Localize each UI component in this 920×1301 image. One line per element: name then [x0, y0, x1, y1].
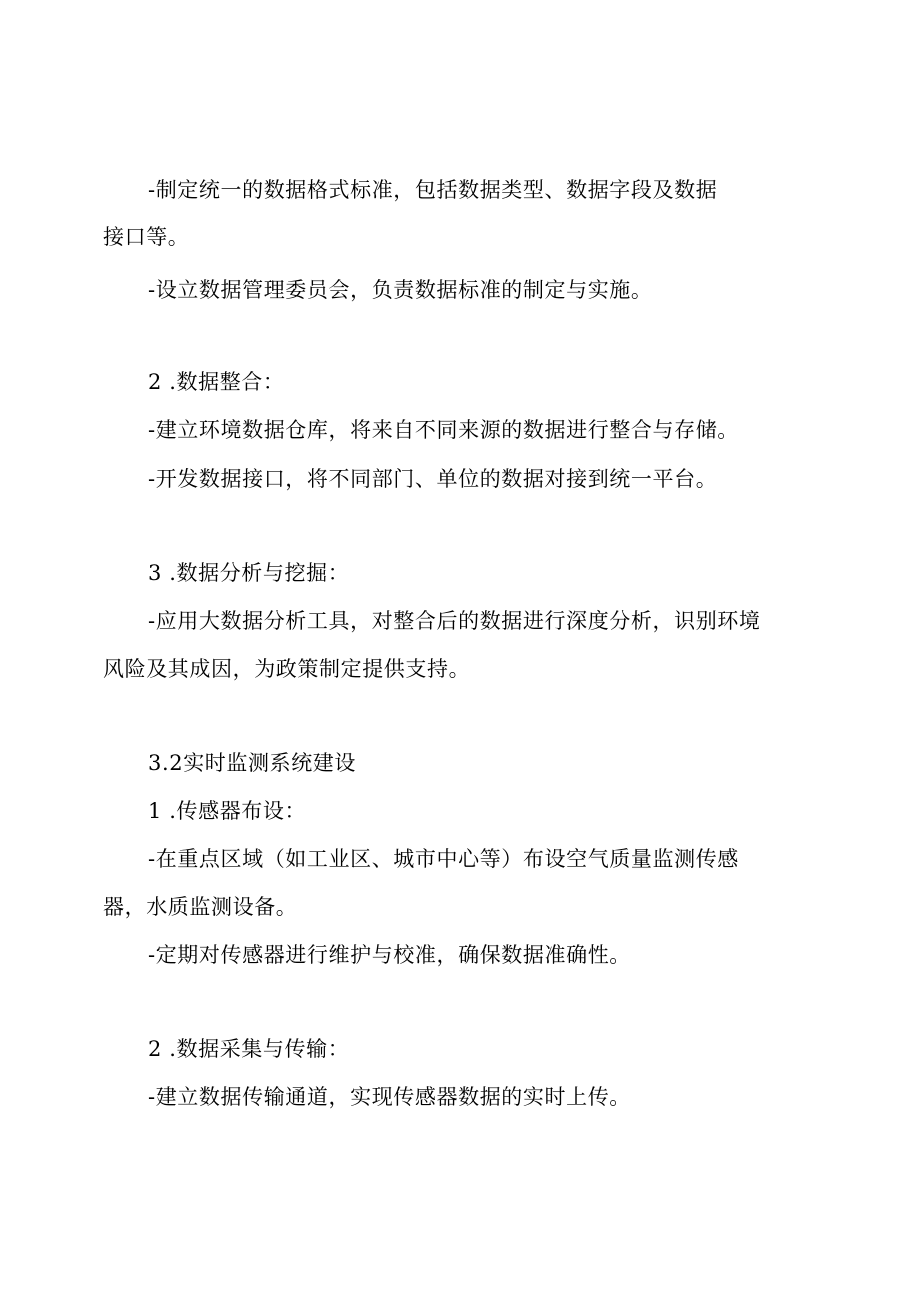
- paragraph-line: -设立数据管理委员会，负责数据标准的制定与实施。: [148, 278, 653, 302]
- section-heading: 3 .数据分析与挖掘：: [148, 561, 350, 585]
- section-heading: 2 .数据采集与传输：: [148, 1037, 350, 1061]
- paragraph-line: 器，水质监测设备。: [103, 895, 298, 919]
- paragraph-line: -应用大数据分析工具，对整合后的数据进行深度分析，识别环境: [148, 609, 761, 633]
- paragraph-line: 风险及其成因，为政策制定提供支持。: [103, 657, 471, 681]
- section-heading: 1 .传感器布设：: [148, 799, 307, 823]
- paragraph-line: 接口等。: [103, 225, 190, 249]
- paragraph-line: -建立环境数据仓库，将来自不同来源的数据进行整合与存储。: [148, 418, 739, 442]
- paragraph-line: -开发数据接口，将不同部门、单位的数据对接到统一平台。: [148, 467, 718, 491]
- paragraph-line: -定期对传感器进行维护与校准，确保数据准确性。: [148, 943, 631, 967]
- section-heading: 2 .数据整合：: [148, 370, 285, 394]
- section-heading: 3.2实时监测系统建设: [148, 751, 356, 775]
- paragraph-line: -制定统一的数据格式标准，包括数据类型、数据字段及数据: [148, 178, 718, 202]
- paragraph-line: -在重点区域（如工业区、城市中心等）布设空气质量监测传感: [148, 847, 739, 871]
- paragraph-line: -建立数据传输通道，实现传感器数据的实时上传。: [148, 1085, 631, 1109]
